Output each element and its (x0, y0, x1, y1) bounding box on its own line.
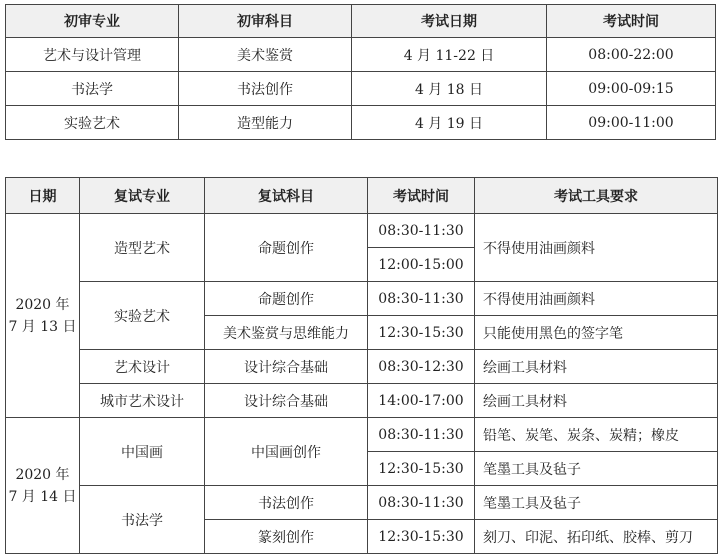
table-header-row (6, 178, 718, 214)
cell-major: 艺术设计 (80, 350, 205, 384)
cell-date: 4 月 18 日 (352, 72, 547, 106)
cell-major: 书法学 (80, 486, 205, 554)
table-row (6, 38, 716, 72)
cell-tool: 不得使用油画颜料 (475, 214, 718, 282)
header-exam-time: 考试时间 (368, 178, 475, 214)
table-row (6, 384, 718, 418)
cell-major: 艺术与设计管理 (6, 38, 179, 72)
header-tool-requirements: 考试工具要求 (475, 178, 718, 214)
cell-tool: 刻刀、印泥、拓印纸、胶棒、剪刀 (475, 520, 718, 554)
cell-date-day2: 2020 年 7 月 14 日 (6, 418, 80, 554)
retest-table (5, 177, 718, 554)
table-row (6, 486, 718, 520)
initial-exam-table (5, 4, 716, 140)
cell-time: 09:00-09:15 (547, 72, 716, 106)
cell-tool: 笔墨工具及毡子 (475, 452, 718, 486)
cell-time: 14:00-17:00 (368, 384, 475, 418)
cell-major: 中国画 (80, 418, 205, 486)
cell-time: 12:30-15:30 (368, 452, 475, 486)
header-initial-major: 初审专业 (6, 5, 179, 38)
cell-tool: 笔墨工具及毡子 (475, 486, 718, 520)
cell-date: 4 月 19 日 (352, 106, 547, 140)
cell-subject: 美术鉴赏与思维能力 (205, 316, 368, 350)
header-date: 日期 (6, 178, 80, 214)
cell-major: 实验艺术 (6, 106, 179, 140)
cell-tool: 不得使用油画颜料 (475, 282, 718, 316)
cell-time: 09:00-11:00 (547, 106, 716, 140)
cell-subject: 美术鉴赏 (179, 38, 352, 72)
cell-tool: 只能使用黑色的签字笔 (475, 316, 718, 350)
cell-subject: 书法创作 (179, 72, 352, 106)
cell-time: 08:30-12:30 (368, 350, 475, 384)
table-row (6, 214, 718, 248)
cell-subject: 中国画创作 (205, 418, 368, 486)
cell-major: 实验艺术 (80, 282, 205, 350)
cell-time: 08:30-11:30 (368, 214, 475, 248)
cell-tool: 绘画工具材料 (475, 350, 718, 384)
cell-subject: 设计综合基础 (205, 384, 368, 418)
cell-subject: 命题创作 (205, 282, 368, 316)
cell-subject: 篆刻创作 (205, 520, 368, 554)
cell-date: 4 月 11-22 日 (352, 38, 547, 72)
header-exam-time: 考试时间 (547, 5, 716, 38)
cell-time: 12:00-15:00 (368, 248, 475, 282)
cell-time: 08:30-11:30 (368, 282, 475, 316)
cell-subject: 造型能力 (179, 106, 352, 140)
cell-date-day1: 2020 年 7 月 13 日 (6, 214, 80, 418)
header-initial-subject: 初审科目 (179, 5, 352, 38)
header-retest-major: 复试专业 (80, 178, 205, 214)
table-row (6, 418, 718, 452)
cell-major: 城市艺术设计 (80, 384, 205, 418)
table-row (6, 72, 716, 106)
cell-tool: 绘画工具材料 (475, 384, 718, 418)
cell-time: 12:30-15:30 (368, 520, 475, 554)
cell-subject: 设计综合基础 (205, 350, 368, 384)
table-row (6, 350, 718, 384)
cell-major: 书法学 (6, 72, 179, 106)
table-row (6, 282, 718, 316)
table-header-row (6, 5, 716, 38)
header-retest-subject: 复试科目 (205, 178, 368, 214)
cell-time: 08:30-11:30 (368, 486, 475, 520)
table-row (6, 106, 716, 140)
cell-major: 造型艺术 (80, 214, 205, 282)
cell-tool: 铅笔、炭笔、炭条、炭精；橡皮 (475, 418, 718, 452)
header-exam-date: 考试日期 (352, 5, 547, 38)
cell-time: 08:00-22:00 (547, 38, 716, 72)
cell-time: 08:30-11:30 (368, 418, 475, 452)
cell-subject: 书法创作 (205, 486, 368, 520)
cell-subject: 命题创作 (205, 214, 368, 282)
cell-time: 12:30-15:30 (368, 316, 475, 350)
